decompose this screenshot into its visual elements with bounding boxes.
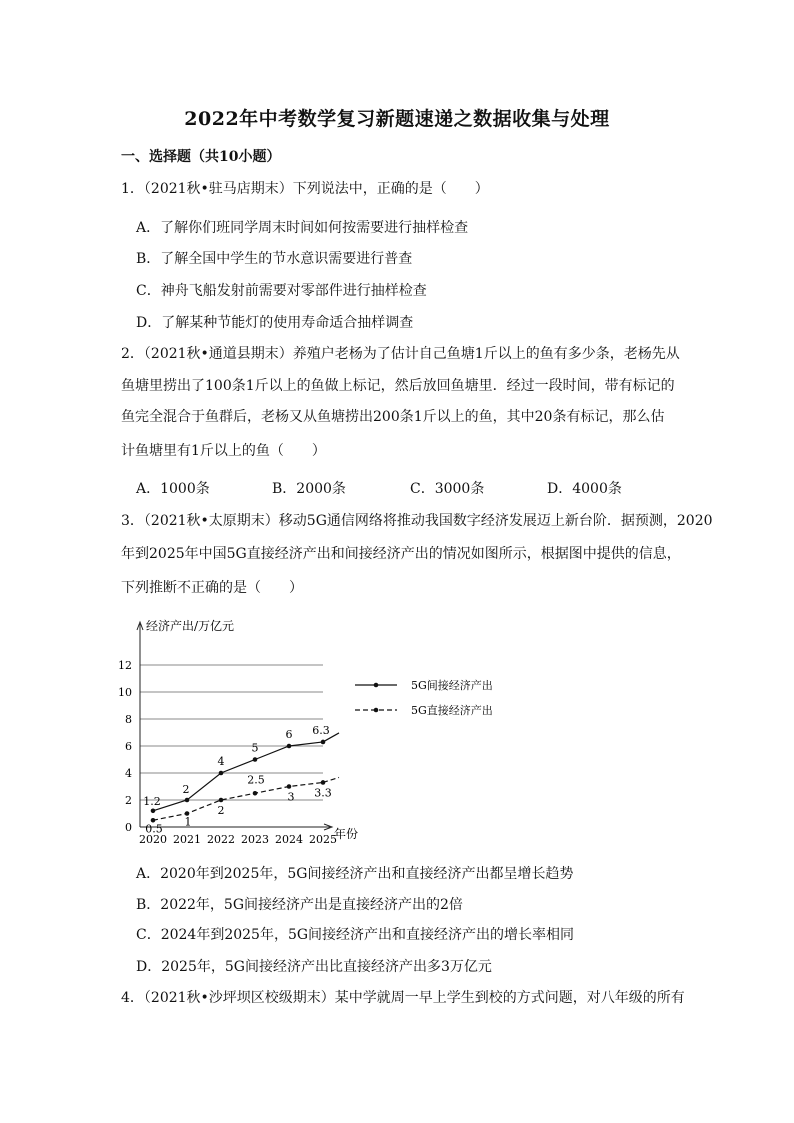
q1-option-c: C．神舟飞船发射前需要对零部件进行抽样检查 (136, 283, 427, 299)
x-tick-label: 2021 (173, 833, 201, 846)
legend-marker (374, 683, 379, 688)
data-point (287, 784, 292, 789)
y-tick-label: 6 (125, 740, 132, 753)
q4-stem: 4．（2021秋•沙坪坝区校级期末）某中学就周一早上学生到校的方式问题，对八年级的所有 (121, 990, 685, 1006)
y-tick-label: 2 (125, 794, 132, 807)
data-point (185, 798, 190, 803)
q1-option-a: A．了解你们班同学周末时间如何按需要进行抽样检查 (136, 220, 469, 236)
x-tick-label: 2023 (241, 833, 269, 846)
q2-line-3: 鱼完全混合于鱼群后，老杨又从鱼塘捞出200条1斤以上的鱼，其中20条有标记，那么估 (121, 409, 665, 425)
page-title: 2022年中考数学复习新题速递之数据收集与处理 (184, 108, 610, 130)
q3-option-c: C．2024年到2025年，5G间接经济产出和直接经济产出的增长率相同 (136, 927, 575, 943)
data-label: 1 (184, 815, 192, 829)
x-axis-label: 年份 (334, 827, 359, 841)
data-label: 5 (251, 741, 259, 755)
data-point (151, 809, 156, 814)
q2-line-4: 计鱼塘里有1斤以上的鱼（ ） (121, 443, 326, 459)
legend-label: 5G间接经济产出 (411, 679, 493, 692)
x-tick-label: 2020 (139, 833, 167, 846)
q2-option-b: B．2000条 (272, 481, 346, 497)
data-point (253, 791, 258, 796)
q3-option-b: B．2022年，5G间接经济产出是直接经济产出的2倍 (136, 897, 463, 913)
q1-stem: 1．（2021秋•驻马店期末）下列说法中，正确的是（ ） (121, 181, 489, 197)
q1-option-b: B．了解全国中学生的节水意识需要进行普查 (136, 251, 413, 267)
data-point (321, 780, 326, 785)
data-point (219, 771, 224, 776)
q1-option-d: D．了解某种节能灯的使用寿命适合抽样调查 (136, 315, 414, 331)
data-label: 0.5 (145, 822, 163, 836)
data-label: 3 (287, 790, 295, 804)
q3-option-d: D．2025年，5G间接经济产出比直接经济产出多3万亿元 (136, 959, 492, 975)
q2-option-c: C．3000条 (410, 481, 485, 497)
section-heading: 一、选择题（共10小题） (121, 149, 281, 165)
data-label: 6 (285, 728, 293, 741)
data-label: 4 (217, 755, 225, 768)
data-point (287, 744, 292, 749)
series-line-direct (153, 782, 323, 820)
data-label: 6.3 (312, 723, 330, 737)
y-tick-label: 0 (125, 821, 132, 834)
data-point (253, 757, 258, 762)
x-tick-label: 2024 (275, 833, 303, 846)
q2-line-1: 2．（2021秋•通道县期末）养殖户老杨为了估计自己鱼塘1斤以上的鱼有多少条，老杨先从 (121, 346, 680, 362)
q2-option-d: D．4000条 (547, 481, 622, 497)
x-tick-label: 2022 (207, 833, 235, 846)
data-label: 2.5 (247, 773, 265, 787)
q3-line-2: 年到2025年中国5G直接经济产出和间接经济产出的情况如图所示，根据图中提供的信息， (121, 546, 681, 562)
y-tick-label: 4 (125, 767, 132, 780)
y-tick-label: 8 (125, 713, 132, 726)
x-tick-label: 2025 (309, 833, 337, 846)
data-point (321, 740, 326, 745)
q2-line-2: 鱼塘里捞出了100条1斤以上的鱼做上标记，然后放回鱼塘里．经过一段时间，带有标记的 (121, 378, 675, 394)
y-tick-label: 10 (118, 686, 132, 699)
y-axis-label: 经济产出/万亿元 (146, 619, 235, 633)
y-tick-label: 12 (118, 659, 132, 672)
legend-label: 5G直接经济产出 (411, 704, 493, 717)
legend-marker (374, 708, 379, 713)
data-point (219, 798, 224, 803)
economic-output-chart (110, 612, 530, 847)
series-trend-extension (323, 777, 339, 782)
q3-line-1: 3．（2021秋•太原期末）移动5G通信网络将推动我国数字经济发展迈上新台阶．据预测，2020 (121, 513, 713, 529)
data-label: 3.3 (314, 786, 332, 800)
q2-option-a: A．1000条 (136, 481, 210, 497)
q3-line-3: 下列推断不正确的是（ ） (121, 580, 303, 596)
data-label: 2 (182, 783, 190, 796)
data-label: 2 (217, 804, 225, 817)
data-label: 1.2 (143, 794, 161, 808)
q3-option-a: A．2020年到2025年，5G间接经济产出和直接经济产出都呈增长趋势 (136, 866, 574, 882)
